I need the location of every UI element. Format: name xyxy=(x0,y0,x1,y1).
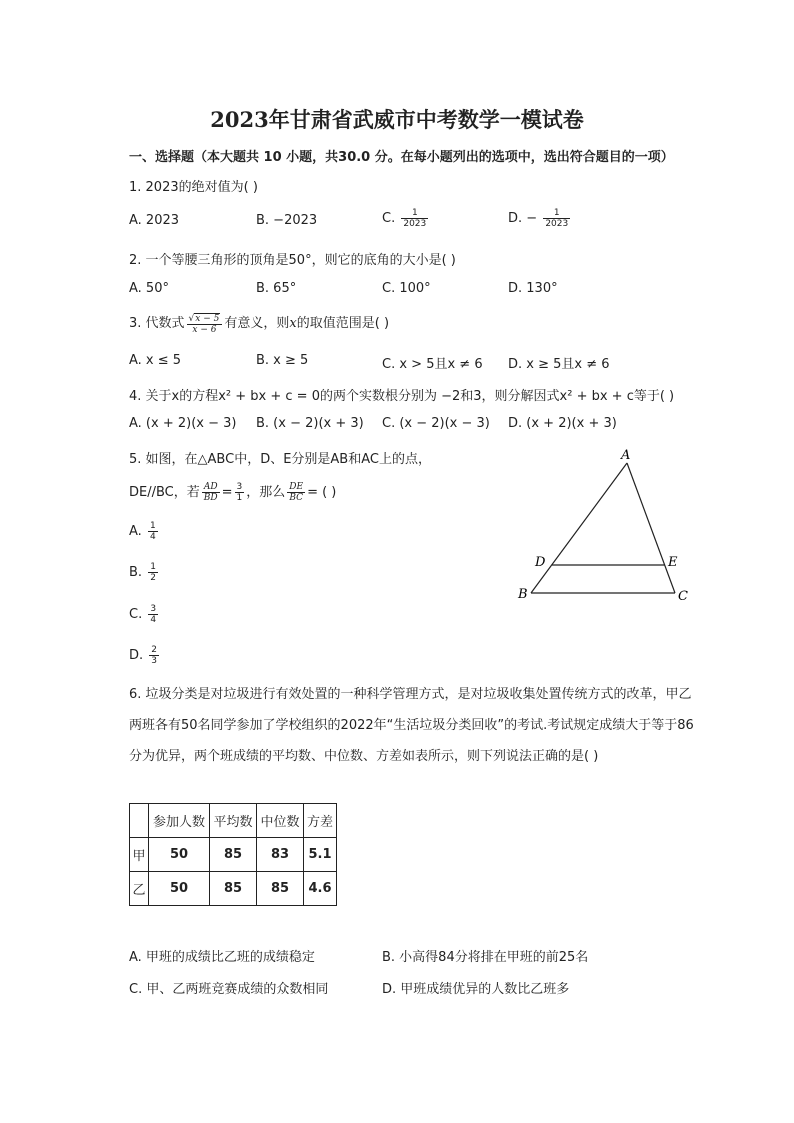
table-header-cell: 参加人数 xyxy=(149,804,210,838)
table-cell: 85 xyxy=(257,872,304,906)
q3-option-c: C. x > 5且x ≠ 6 xyxy=(382,357,483,372)
question-1-stem: 1. 2023的绝对值为( ) xyxy=(129,180,258,195)
q4-option-b: B. (x − 2)(x + 3) xyxy=(256,416,364,431)
label-c: C xyxy=(678,589,688,604)
q4-option-d: D. (x + 2)(x + 3) xyxy=(508,416,617,431)
q5-option-c: C. $\frac{3}{4}$ xyxy=(129,604,157,625)
score-table xyxy=(129,803,337,906)
table-cell: 85 xyxy=(210,838,257,872)
table-header-cell: 平均数 xyxy=(210,804,257,838)
q5-option-d: D. $\frac{2}{3}$ xyxy=(129,645,158,666)
q6-option-d: D. 甲班成绩优异的人数比乙班多 xyxy=(382,982,570,997)
table-header-cell xyxy=(130,804,149,838)
label-b: B xyxy=(518,587,528,602)
q2-option-b: B. 65° xyxy=(256,281,297,296)
q6-option-c: C. 甲、乙两班竞赛成绩的众数相同 xyxy=(129,982,329,997)
q1-option-a: A. 2023 xyxy=(129,213,180,228)
question-3-stem: 3. 代数式 $\frac{√x - 5}{x - 6}$ 有意义，则x的取值范围是( ) xyxy=(129,313,390,335)
table-cell: 50 xyxy=(149,872,210,906)
label-a: A xyxy=(621,448,631,463)
triangle-figure xyxy=(510,445,700,610)
table-cell: 乙 xyxy=(130,872,149,906)
table-cell: 85 xyxy=(210,872,257,906)
q1-option-b: B. −2023 xyxy=(256,213,318,228)
side-ac xyxy=(627,463,675,593)
question-4-stem: 4. 关于x的方程x² + bx + c = 0的两个实数根分别为 −2和3，则分解因式x² + bx + c等于( ) xyxy=(129,389,675,404)
question-2-stem: 2. 一个等腰三角形的顶角是50°，则它的底角的大小是( ) xyxy=(129,253,456,268)
side-ab xyxy=(531,463,627,593)
table-row xyxy=(130,838,337,872)
q4-option-a: A. (x + 2)(x − 3) xyxy=(129,416,237,431)
q1-option-c: C. $\frac{1}{2023}$ xyxy=(382,208,427,229)
q6-option-b: B. 小高得84分将排在甲班的前25名 xyxy=(382,950,589,965)
label-d: D xyxy=(535,555,546,570)
question-5-line-2: DE//BC，若 $\frac{AD}{BD}$ = $\frac{3}{1}$ ，那么 $\frac{DE}{BC}$ = ( ) xyxy=(129,482,337,503)
q3-option-a: A. x ≤ 5 xyxy=(129,353,182,368)
table-header-cell: 中位数 xyxy=(257,804,304,838)
table-cell: 5.1 xyxy=(304,838,337,872)
table-header-cell: 方差 xyxy=(304,804,337,838)
table-cell: 83 xyxy=(257,838,304,872)
q3-option-b: B. x ≥ 5 xyxy=(256,353,309,368)
q4-option-c: C. (x − 2)(x − 3) xyxy=(382,416,490,431)
q2-option-a: A. 50° xyxy=(129,281,169,296)
table-cell: 甲 xyxy=(130,838,149,872)
table-cell: 4.6 xyxy=(304,872,337,906)
q2-option-c: C. 100° xyxy=(382,281,431,296)
table-cell: 50 xyxy=(149,838,210,872)
question-6-stem: 6. 垃圾分类是对垃圾进行有效处置的一种科学管理方式，是对垃圾收集处置传统方式的改革，甲乙两班各有50名同学参加了学校组织的2022年“生活垃圾分类回收”的考试.考试规定成绩大于等于86分为优异，两个班成绩的平均数、中位数、方差如表所示，则下列说法正确的是( ) xyxy=(129,687,694,764)
q5-option-a: A. $\frac{1}{4}$ xyxy=(129,521,156,542)
table-header-row xyxy=(130,804,337,838)
q3-option-d: D. x ≥ 5且x ≠ 6 xyxy=(508,357,610,372)
q6-option-a: A. 甲班的成绩比乙班的成绩稳定 xyxy=(129,950,315,965)
q1-option-d: D. − $\frac{1}{2023}$ xyxy=(508,208,569,229)
section-heading: 一、选择题（本大题共 10 小题，共30.0 分。在每小题列出的选项中，选出符合题目的一项） xyxy=(129,150,674,165)
q5-option-b: B. $\frac{1}{2}$ xyxy=(129,562,156,583)
question-5-line-1: 5. 如图，在△ABC中，D、E分别是AB和AC上的点， xyxy=(129,452,431,467)
q2-option-d: D. 130° xyxy=(508,281,558,296)
table-row xyxy=(130,872,337,906)
page-title: 2023年甘肃省武威市中考数学一模试卷 xyxy=(210,107,584,132)
label-e: E xyxy=(668,555,678,570)
